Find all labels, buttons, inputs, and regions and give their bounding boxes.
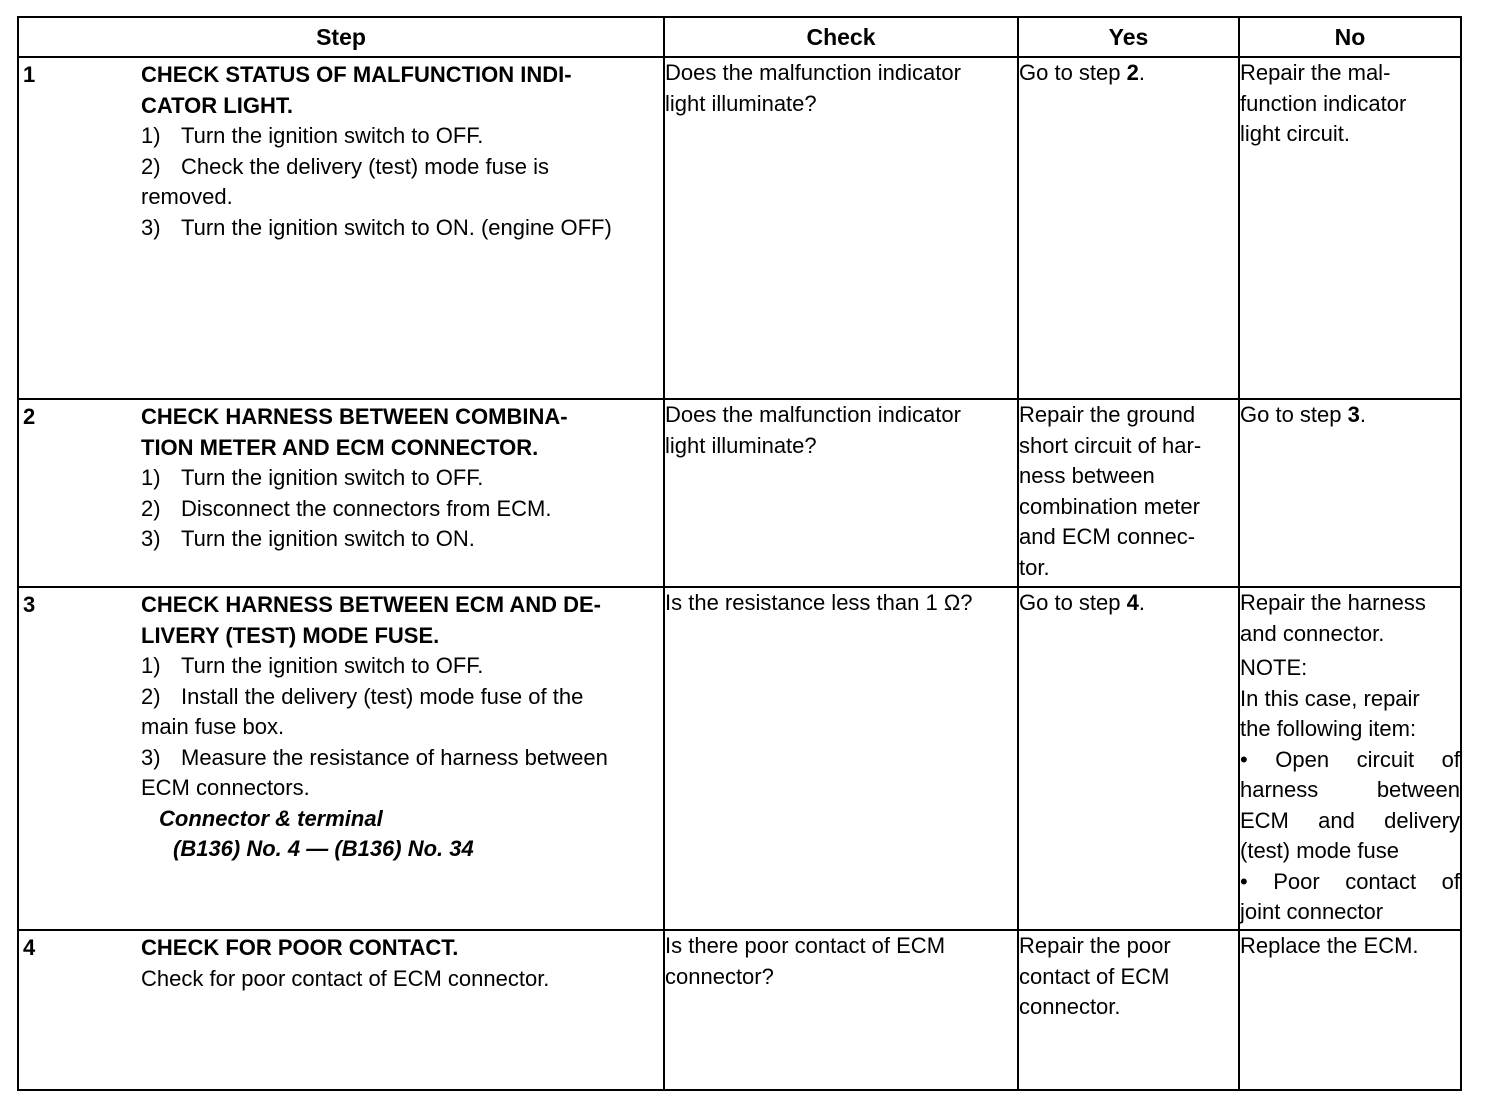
check-line: Is the resistance less than 1 Ω? [665, 590, 973, 615]
check-line: Is there poor contact of ECM [665, 933, 946, 958]
substep [141, 651, 661, 682]
yes-line: and ECM connec- [1019, 524, 1196, 549]
yes-suffix: . [1138, 60, 1145, 85]
no-step-ref: 3 [1347, 402, 1360, 427]
substep [141, 524, 661, 555]
no-text: Go to step [1240, 402, 1348, 427]
substep [141, 213, 661, 244]
no-cell [1239, 930, 1461, 1090]
no-line: function indicator [1240, 90, 1407, 116]
table-row [18, 57, 1461, 399]
substep-number: 1) [141, 123, 161, 148]
check-line: light illuminate? [665, 90, 817, 116]
bullet-line: (test) mode fuse [1240, 838, 1399, 863]
substep [141, 152, 661, 183]
yes-line: short circuit of har- [1019, 432, 1202, 458]
substep-text: Turn the ignition switch to OFF. [181, 465, 484, 490]
step-title-line: LIVERY (TEST) MODE FUSE. [141, 622, 440, 648]
substep-number: 2) [141, 153, 161, 179]
bullet-line: joint connector [1240, 899, 1384, 924]
table-row [18, 399, 1461, 587]
check-line: Does the malfunction indicator [665, 60, 961, 85]
step-title-line: CATOR LIGHT. [141, 92, 293, 118]
substep-number: 3) [141, 526, 161, 551]
step-text [141, 931, 663, 994]
header-row [18, 17, 1461, 57]
terminal-label: Connector & terminal [159, 805, 383, 831]
note-line: In this case, repair [1240, 685, 1420, 711]
substep-continuation: main fuse box. [141, 714, 285, 739]
yes-step-ref: 4 [1126, 590, 1139, 615]
table-row [18, 930, 1461, 1090]
no-line: Repair the mal- [1240, 60, 1391, 85]
substep-number: 2) [141, 495, 161, 521]
step-cell [18, 57, 664, 399]
header-yes: Yes [1018, 17, 1239, 57]
step-text [141, 58, 663, 243]
substep-text: Turn the ignition switch to OFF. [181, 123, 484, 148]
substep-continuation: removed. [141, 184, 233, 209]
no-cell [1239, 399, 1461, 587]
yes-cell [1018, 57, 1239, 399]
step-text [141, 588, 663, 865]
substep-text: Turn the ignition switch to OFF. [181, 653, 484, 678]
header-step: Step [18, 17, 664, 57]
yes-cell [1018, 930, 1239, 1090]
check-cell [664, 587, 1018, 930]
yes-suffix: . [1138, 590, 1145, 615]
yes-line: tor. [1019, 554, 1050, 580]
yes-step-ref: 2 [1126, 60, 1139, 85]
step-title-line: CHECK HARNESS BETWEEN COMBINA- [141, 404, 568, 429]
header-no: No [1239, 17, 1461, 57]
no-line: light circuit. [1240, 121, 1351, 146]
step-title-line: CHECK FOR POOR CONTACT. [141, 935, 459, 960]
no-line: and connector. [1240, 620, 1385, 646]
substep [141, 463, 661, 494]
yes-line: Repair the ground [1019, 402, 1196, 427]
step-cell [18, 587, 664, 930]
step-plain-line: Check for poor contact of ECM connector. [141, 965, 550, 991]
substep [141, 743, 661, 774]
substep [141, 494, 661, 525]
step-number: 3 [23, 592, 36, 617]
no-line: Replace the ECM. [1240, 933, 1419, 958]
step-title-line: CHECK HARNESS BETWEEN ECM AND DE- [141, 592, 601, 617]
step-cell [18, 930, 664, 1090]
no-cell [1239, 57, 1461, 399]
step-title-line: TION METER AND ECM CONNECTOR. [141, 434, 539, 460]
yes-cell [1018, 587, 1239, 930]
substep-text: Turn the ignition switch to ON. [181, 526, 475, 551]
terminal-value: (B136) No. 4 — (B136) No. 34 [173, 836, 474, 861]
check-cell [664, 399, 1018, 587]
note-line: the following item: [1240, 716, 1417, 741]
diagnostic-table [17, 16, 1462, 1091]
step-number: 2 [23, 404, 36, 429]
table-row [18, 587, 1461, 930]
substep-number: 1) [141, 653, 161, 678]
step-text [141, 400, 663, 555]
step-cell [18, 399, 664, 587]
substep [141, 682, 661, 713]
header-check: Check [664, 17, 1018, 57]
yes-cell [1018, 399, 1239, 587]
substep-number: 1) [141, 465, 161, 490]
substep [141, 121, 661, 152]
bullet-line: ECM and delivery [1240, 807, 1460, 833]
note-label: NOTE: [1240, 655, 1308, 680]
substep-text: Check the delivery (test) mode fuse is [181, 153, 550, 179]
no-line: Repair the harness [1240, 590, 1426, 615]
bullet-line: harness between [1240, 777, 1460, 802]
step-number: 1 [23, 62, 36, 87]
substep-text: Disconnect the connectors from ECM. [181, 495, 552, 521]
substep-text: Install the delivery (test) mode fuse of the [181, 683, 584, 709]
yes-text: Go to step [1019, 590, 1127, 615]
check-cell [664, 57, 1018, 399]
yes-line: connector. [1019, 994, 1121, 1019]
substep-continuation: ECM connectors. [141, 775, 310, 800]
yes-line: ness between [1019, 463, 1155, 488]
bullet-line: • Poor contact of [1240, 868, 1460, 894]
yes-text: Go to step [1019, 60, 1127, 85]
yes-line: Repair the poor [1019, 933, 1171, 958]
yes-line: contact of ECM [1019, 963, 1170, 989]
no-cell [1239, 587, 1461, 930]
substep-number: 3) [141, 744, 161, 770]
substep-number: 3) [141, 214, 161, 240]
yes-line: combination meter [1019, 493, 1200, 519]
check-cell [664, 930, 1018, 1090]
step-title-line: CHECK STATUS OF MALFUNCTION INDI- [141, 62, 572, 87]
substep-text: Turn the ignition switch to ON. (engine OFF) [181, 214, 612, 240]
check-line: Does the malfunction indicator [665, 402, 961, 427]
check-line: light illuminate? [665, 432, 817, 458]
step-number: 4 [23, 935, 36, 960]
no-suffix: . [1359, 402, 1366, 427]
substep-text: Measure the resistance of harness between [181, 744, 608, 770]
check-line: connector? [665, 963, 774, 989]
substep-number: 2) [141, 683, 161, 709]
bullet-line: • Open circuit of [1240, 746, 1460, 772]
